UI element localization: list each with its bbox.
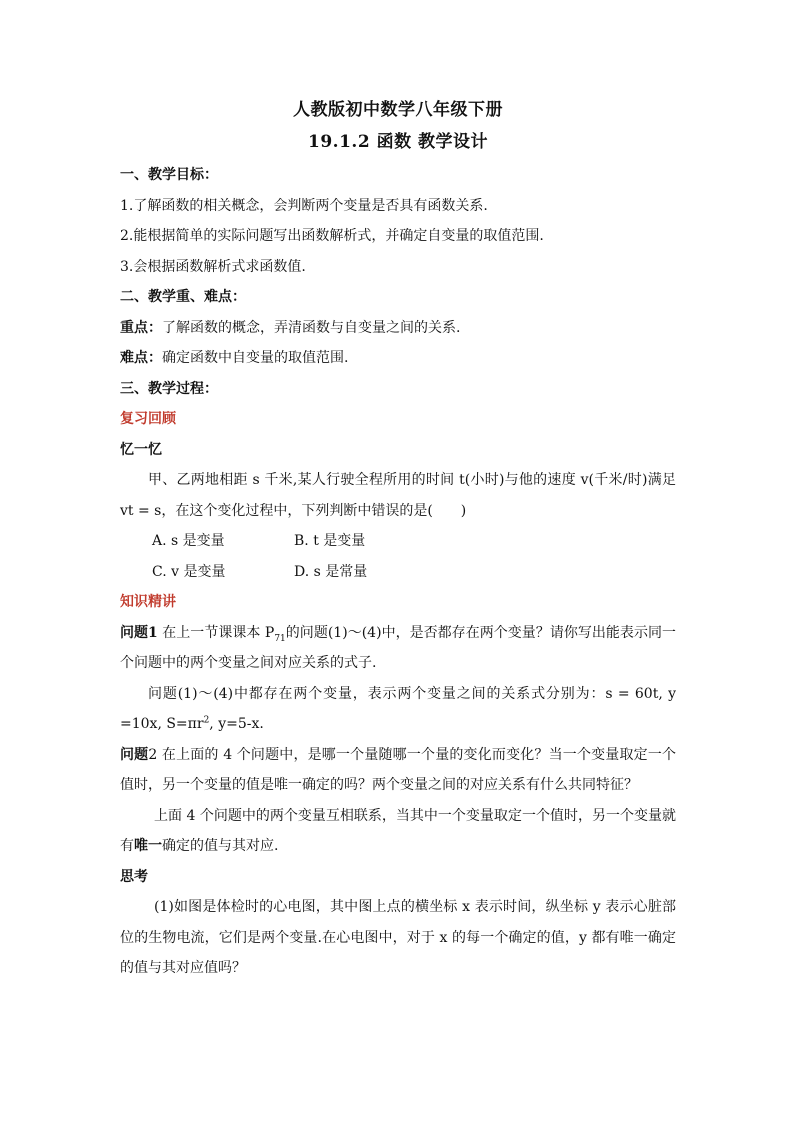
answer-1-text: 问题(1)～(4)中都存在两个变量，表示两个变量之间的关系式分别为：s = 60t, y =10x, S=πr <box>120 685 676 732</box>
option-a: A. s 是变量 <box>152 533 225 549</box>
lesson-title: 19.1.2 函数 教学设计 <box>308 132 488 152</box>
answer-2-emphasis: 唯一 <box>134 838 162 854</box>
option-d: D. s 是常量 <box>294 563 368 580</box>
review-heading: 复习回顾 <box>120 411 176 427</box>
question-2-text: 2 在上面的 4 个问题中，是哪一个量随哪一个量的变化而变化？当一个变量取定一个值时，另一个变量的值是唯一确定的吗？两个变量之间的对应关系有什么共同特征？ <box>120 746 677 793</box>
goals-heading: 一、教学目标： <box>120 167 218 183</box>
key-point <box>120 313 676 344</box>
answer-1-text-rest: , y=5-x. <box>209 716 264 732</box>
difficult-point <box>120 343 676 374</box>
power-superscript: 2 <box>203 715 210 726</box>
option-b: B. t 是变量 <box>294 533 366 549</box>
document-title: 人教版初中数学八年级下册 <box>293 100 503 120</box>
knowledge-heading: 知识精讲 <box>120 594 176 610</box>
answer-2-text-rest: 确定的值与其对应. <box>162 838 279 854</box>
think-text: (1)如图是体检时的心电图，其中图上点的横坐标 x 表示时间，纵坐标 y 表示心脏部位的生物电流，它们是两个变量.在心电图中，对于 x 的每一个确定的值，y 都有唯一确定的值与其对应值吗？ <box>120 899 676 976</box>
key-point-text: 了解函数的概念，弄清函数与自变量之间的关系. <box>162 319 461 336</box>
goal-item: 1.了解函数的相关概念，会判断两个变量是否具有函数关系. <box>120 197 488 214</box>
page-subscript: 71 <box>274 633 286 644</box>
think-heading: 思考 <box>120 868 148 885</box>
difficult-point-text: 确定函数中自变量的取值范围. <box>162 350 349 366</box>
question-1 <box>120 618 676 679</box>
question-1-number: 1 <box>148 624 158 641</box>
option-c: C. v 是变量 <box>152 563 226 580</box>
process-heading: 三、教学过程： <box>120 380 218 397</box>
question-1-text: 在上一节课课本 P <box>157 624 275 641</box>
goal-item: 2.能根据简单的实际问题写出函数解析式，并确定自变量的取值范围. <box>120 228 544 244</box>
answer-1 <box>120 679 676 740</box>
answer-2-text: 上面 4 个问题中的两个变量互相联系，当其中一个变量取定一个值时，另一个变量就有 <box>120 807 676 854</box>
difficult-point-label: 难点： <box>120 350 162 366</box>
question-1-label: 问题 <box>120 624 149 641</box>
document-content <box>120 94 676 984</box>
review-question: 甲、乙两地相距 s 千米,某人行驶全程所用的时间 t(小时)与他的速度 v(千米/时)满足 vt = s，在这个变化过程中，下列判断中错误的是( ) <box>120 472 676 519</box>
review-subheading: 忆一忆 <box>120 441 162 458</box>
options-row <box>120 526 676 557</box>
question-2 <box>120 740 676 801</box>
keypoints-heading: 二、教学重、难点： <box>120 289 246 305</box>
answer-2 <box>120 801 676 862</box>
question-2-label: 问题 <box>120 746 149 763</box>
question-1-text-rest: 的问题(1)～(4)中，是否都存在两个变量？请你写出能表示同一个问题中的两个变量之间对应关系的式子. <box>120 624 676 671</box>
key-point-label: 重点： <box>120 319 162 336</box>
options-row <box>120 557 676 588</box>
goal-item: 3.会根据函数解析式求函数值. <box>120 258 306 275</box>
